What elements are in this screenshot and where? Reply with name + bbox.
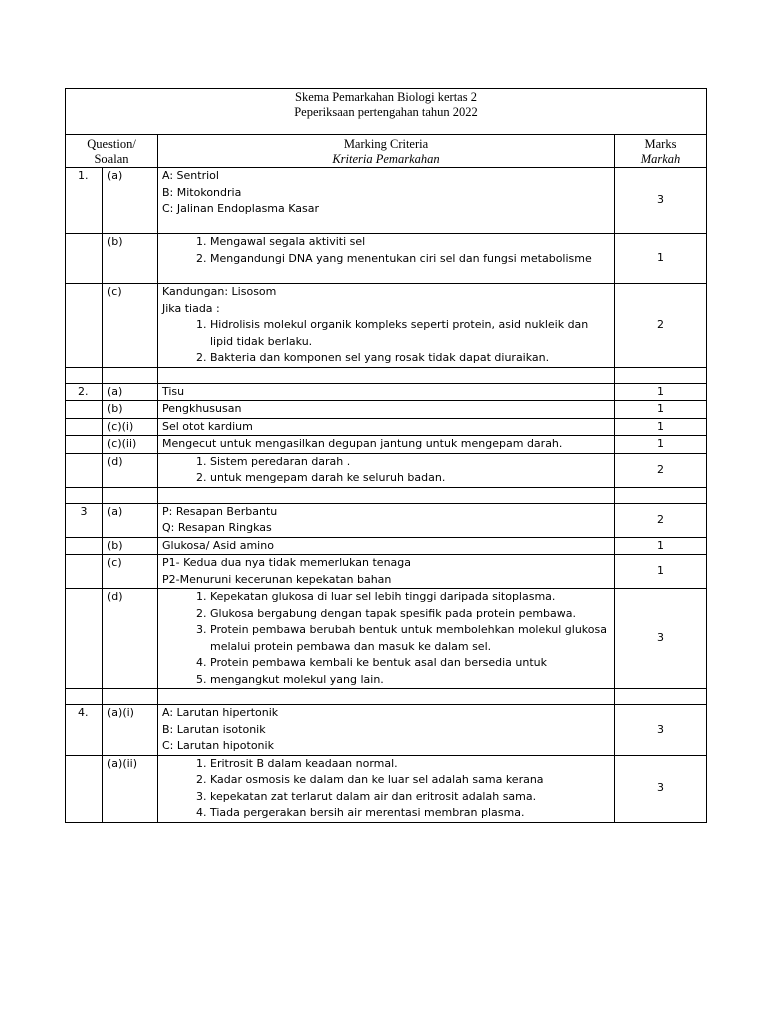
list-item: 2. Bakteria dan komponen sel yang rosak tidak dapat diuraikan.	[210, 350, 610, 367]
question-part: (c)(i)	[103, 418, 158, 436]
table-row	[66, 453, 707, 487]
mark-value: 2	[615, 453, 707, 487]
question-number	[66, 234, 103, 284]
header-row	[66, 135, 707, 168]
mark-value: 1	[615, 401, 707, 419]
list-item: 2. Mengandungi DNA yang menentukan ciri sel dan fungsi metabolisme	[210, 251, 610, 268]
answer-cell	[158, 589, 615, 689]
question-part: (d)	[103, 589, 158, 689]
answer-line: A: Larutan hipertonik	[162, 706, 279, 719]
mark-value: 1	[615, 555, 707, 589]
answer-cell	[158, 555, 615, 589]
mark-value: 1	[615, 383, 707, 401]
list-item: 4. Tiada pergerakan bersih air merentasi membran plasma.	[210, 805, 610, 822]
table-row	[66, 234, 707, 284]
header-marks-ms: Markah	[640, 152, 681, 166]
answer-cell	[158, 503, 615, 537]
question-number	[66, 589, 103, 689]
answer-cell	[158, 705, 615, 756]
table-row	[66, 168, 707, 234]
answer-line: P2-Menuruni kecerunan kepekatan bahan	[162, 572, 392, 586]
header-question-ms: Soalan	[94, 152, 129, 166]
question-part: (c)(ii)	[103, 436, 158, 454]
table-row	[66, 555, 707, 589]
spacer-row	[66, 487, 707, 503]
marking-scheme-table	[65, 88, 707, 823]
answer-list	[162, 234, 610, 267]
answer-line: Jika tiada :	[162, 301, 220, 315]
document-title	[66, 89, 707, 135]
question-part: (a)	[103, 503, 158, 537]
question-number: 4.	[66, 705, 103, 756]
answer-line: Q: Resapan Ringkas	[162, 521, 272, 534]
list-item: 2. Kadar osmosis ke dalam dan ke luar sel adalah sama kerana	[210, 772, 610, 789]
question-number	[66, 401, 103, 419]
table-row	[66, 705, 707, 756]
answer-cell: Glukosa/ Asid amino	[158, 537, 615, 555]
table-row	[66, 436, 707, 454]
answer-line: P1- Kedua dua nya tidak memerlukan tenaga	[162, 556, 412, 569]
list-item: 1. Mengawal segala aktiviti sel	[210, 234, 610, 251]
list-item: 3. kepekatan zat terlarut dalam air dan eritrosit adalah sama.	[210, 789, 610, 806]
header-question-en: Question/	[87, 137, 136, 151]
mark-value: 2	[615, 503, 707, 537]
question-number: 2.	[66, 383, 103, 401]
header-criteria	[158, 135, 615, 168]
table-row	[66, 418, 707, 436]
answer-line: Kandungan: Lisosom	[162, 285, 277, 298]
table-row	[66, 383, 707, 401]
mark-value: 1	[615, 436, 707, 454]
list-item: 1. Hidrolisis molekul organik kompleks seperti protein, asid nukleik dan lipid tidak berlaku.	[210, 317, 610, 350]
title-row	[66, 89, 707, 135]
header-criteria-ms: Kriteria Pemarkahan	[332, 152, 440, 166]
answer-cell	[158, 453, 615, 487]
answer-list	[162, 317, 610, 367]
answer-list	[162, 589, 610, 688]
question-number	[66, 453, 103, 487]
answer-line: A: Sentriol	[162, 169, 219, 182]
question-part: (a)	[103, 168, 158, 234]
question-part: (c)	[103, 555, 158, 589]
question-part: (c)	[103, 284, 158, 368]
answer-list	[162, 454, 610, 487]
list-item: 1. Kepekatan glukosa di luar sel lebih tinggi daripada sitoplasma.	[210, 589, 610, 606]
marking-scheme-document	[65, 88, 706, 823]
answer-cell	[158, 755, 615, 822]
mark-value: 1	[615, 537, 707, 555]
table-row	[66, 401, 707, 419]
mark-value: 3	[615, 589, 707, 689]
spacer-row	[66, 367, 707, 383]
question-number: 1.	[66, 168, 103, 234]
answer-line: B: Larutan isotonik	[162, 722, 266, 736]
question-part: (b)	[103, 401, 158, 419]
list-item: 5. mengangkut molekul yang lain.	[210, 672, 610, 689]
header-marks	[615, 135, 707, 168]
table-row	[66, 537, 707, 555]
table-row	[66, 755, 707, 822]
question-part: (a)(i)	[103, 705, 158, 756]
list-item: 4. Protein pembawa kembali ke bentuk asal dan bersedia untuk	[210, 655, 610, 672]
answer-cell	[158, 284, 615, 368]
title-line-2: Peperiksaan pertengahan tahun 2022	[294, 105, 478, 119]
question-part: (a)(ii)	[103, 755, 158, 822]
mark-value: 3	[615, 168, 707, 234]
mark-value: 3	[615, 705, 707, 756]
question-part: (a)	[103, 383, 158, 401]
answer-cell: Sel otot kardium	[158, 418, 615, 436]
question-part: (b)	[103, 234, 158, 284]
question-number	[66, 284, 103, 368]
answer-cell: Mengecut untuk mengasilkan degupan jantung untuk mengepam darah.	[158, 436, 615, 454]
title-line-1: Skema Pemarkahan Biologi kertas 2	[295, 90, 477, 104]
question-number	[66, 755, 103, 822]
answer-line: C: Jalinan Endoplasma Kasar	[162, 202, 320, 215]
table-row	[66, 589, 707, 689]
answer-line: C: Larutan hipotonik	[162, 739, 274, 752]
list-item: 1. Sistem peredaran darah .	[210, 454, 610, 471]
answer-list	[162, 756, 610, 822]
answer-cell	[158, 168, 615, 234]
mark-value: 2	[615, 284, 707, 368]
list-item: 2. untuk mengepam darah ke seluruh badan.	[210, 470, 610, 487]
question-number	[66, 537, 103, 555]
header-criteria-en: Marking Criteria	[343, 137, 429, 151]
question-part: (b)	[103, 537, 158, 555]
question-part: (d)	[103, 453, 158, 487]
mark-value: 1	[615, 418, 707, 436]
answer-line: P: Resapan Berbantu	[162, 504, 278, 518]
table-row	[66, 503, 707, 537]
header-question	[66, 135, 158, 168]
answer-cell	[158, 234, 615, 284]
answer-cell: Pengkhususan	[158, 401, 615, 419]
spacer-row	[66, 689, 707, 705]
question-number	[66, 555, 103, 589]
question-number	[66, 418, 103, 436]
mark-value: 3	[615, 755, 707, 822]
answer-line: B: Mitokondria	[162, 185, 242, 199]
question-number	[66, 436, 103, 454]
header-marks-en: Marks	[644, 137, 677, 151]
question-number: 3	[66, 503, 103, 537]
list-item: 2. Glukosa bergabung dengan tapak spesifik pada protein pembawa.	[210, 606, 610, 623]
list-item: 1. Eritrosit B dalam keadaan normal.	[210, 756, 610, 773]
answer-cell: Tisu	[158, 383, 615, 401]
list-item: 3. Protein pembawa berubah bentuk untuk membolehkan molekul glukosa melalui protein pembawa dan masuk ke dalam sel.	[210, 622, 610, 655]
mark-value: 1	[615, 234, 707, 284]
table-row	[66, 284, 707, 368]
